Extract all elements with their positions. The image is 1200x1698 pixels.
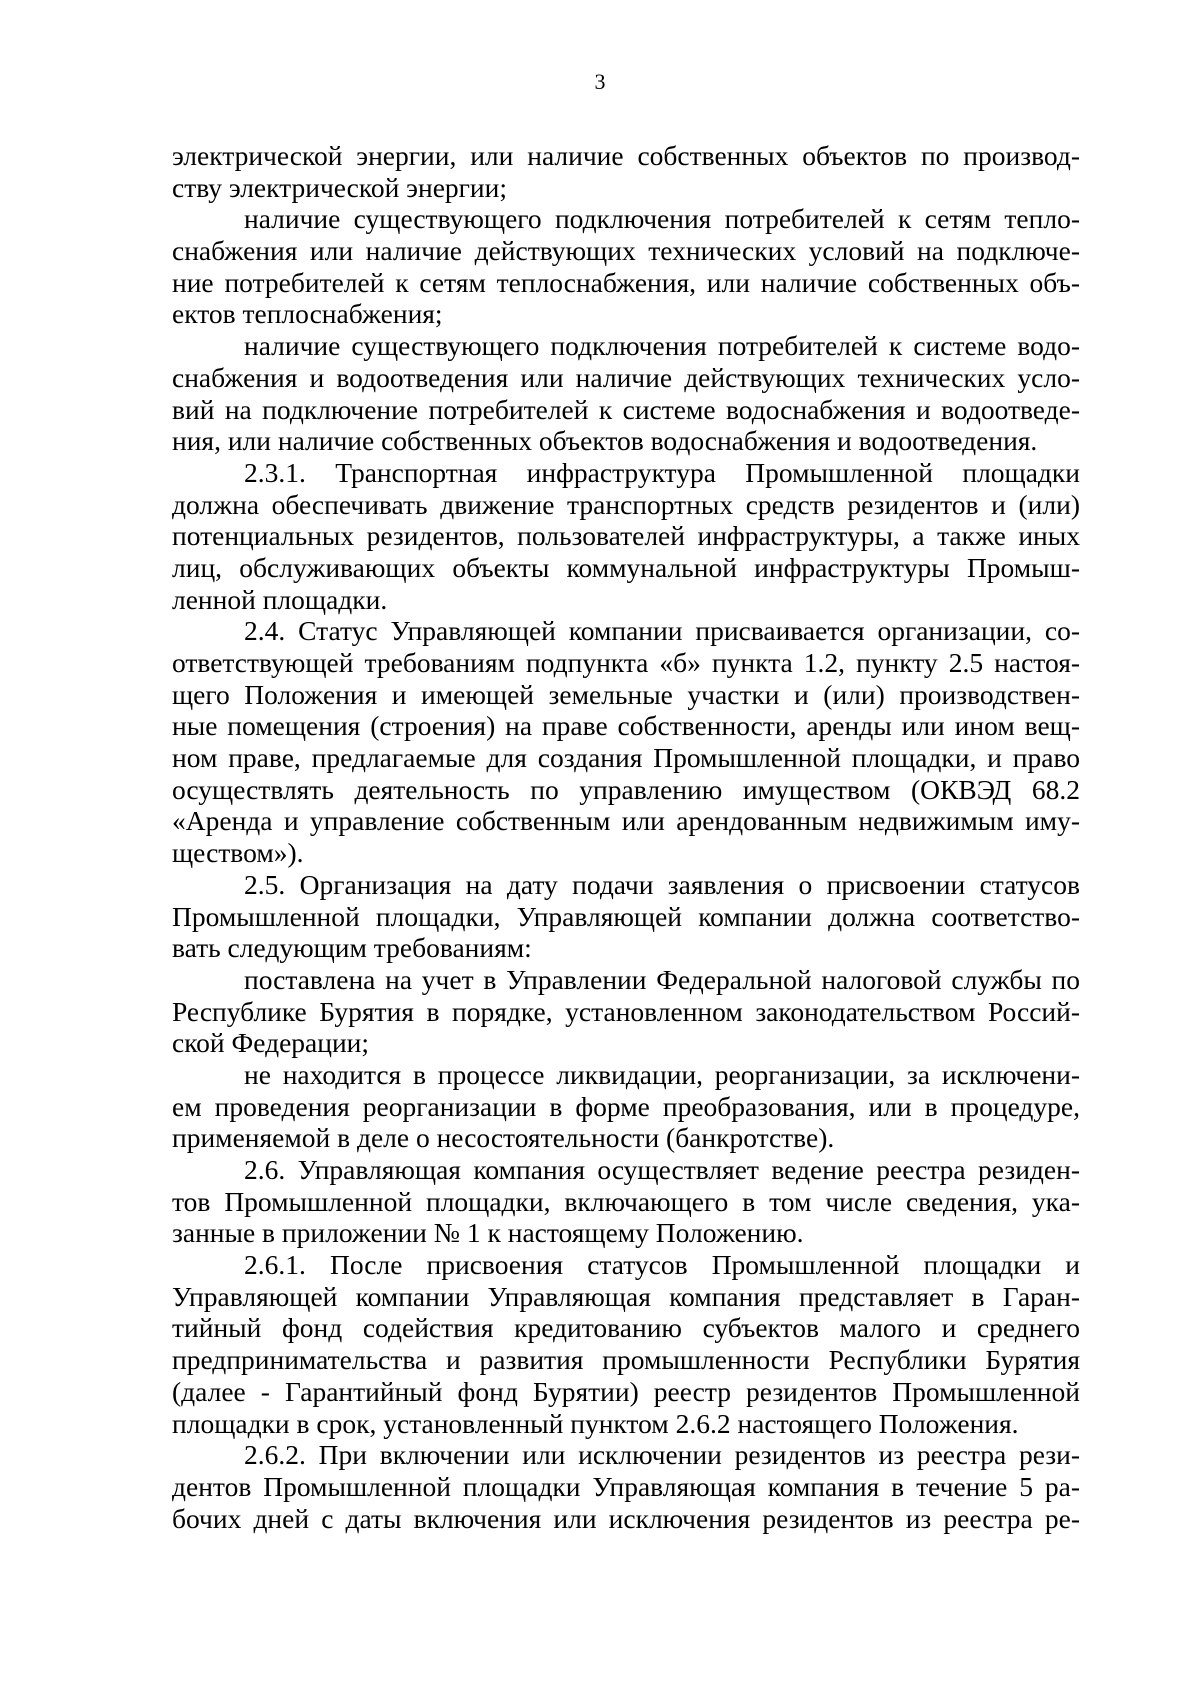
text-line: 2.6.1. После присвоения статусов Промышленной площадки и — [244, 1249, 1080, 1281]
text-line: предпринимательства и развития промышленности Республики Бурятия — [172, 1344, 1080, 1376]
text-line: ектов теплоснабжения; — [172, 298, 443, 330]
text-line: вий на подключение потребителей к системе водоснабжения и водоотведе- — [172, 393, 1080, 425]
text-line: ние потребителей к сетям теплоснабжения, или наличие собственных объ- — [172, 266, 1080, 298]
text-line: бочих дней с даты включения или исключения резидентов из реестра ре- — [172, 1502, 1080, 1534]
text-line: 2.6.2. При включении или исключении резидентов из реестра рези- — [244, 1439, 1080, 1471]
text-line: 2.6. Управляющая компания осуществляет ведение реестра резиден- — [244, 1154, 1080, 1185]
text-line: снабжения и водоотведения или наличие действующих технических усло- — [172, 361, 1080, 393]
text-line: наличие существующего подключения потребителей к сетям тепло- — [244, 203, 1080, 235]
text-line: 2.5. Организация на дату подачи заявления о присвоении статусов — [244, 868, 1080, 900]
text-line: ния, или наличие собственных объектов водоснабжения и водоотведения. — [172, 425, 1038, 457]
text-line: не находится в процессе ликвидации, реорганизации, за исключени- — [244, 1058, 1080, 1090]
text-line: ству электрической энергии; — [172, 171, 508, 203]
text-line: 2.3.1. Транспортная инфраструктура Промышленной площадки — [244, 456, 1080, 488]
text-line: применяемой в деле о несостоятельности (банкротстве). — [172, 1122, 835, 1154]
text-line: Республике Бурятия в порядке, установленном законодательством Россий- — [172, 995, 1080, 1027]
text-line: «Аренда и управление собственным или арендованным недвижимым иму- — [172, 805, 1080, 837]
text-line: должна обеспечивать движение транспортных средств резидентов и (или) — [172, 488, 1080, 520]
text-line: щего Положения и имеющей земельные участки и (или) производствен- — [172, 678, 1080, 710]
text-line: ответствующей требованиям подпункта «б» пункта 1.2, пункту 2.5 настоя- — [172, 647, 1080, 678]
text-line: лиц, обслуживающих объекты коммунальной инфраструктуры Промыш- — [172, 551, 1080, 583]
text-line: потенциальных резидентов, пользователей инфраструктуры, а также иных — [172, 520, 1080, 552]
text-line: 2.4. Статус Управляющей компании присваивается организации, со- — [244, 615, 1080, 647]
text-line: (далее - Гарантийный фонд Бурятии) реестр резидентов Промышленной — [172, 1375, 1080, 1407]
text-line: Управляющей компании Управляющая компания представляет в Гаран- — [172, 1280, 1080, 1312]
text-line: электрической энергии, или наличие собственных объектов по производ- — [172, 140, 1080, 171]
text-line: Промышленной площадки, Управляющей компании должна соответство- — [172, 900, 1080, 932]
text-line: тов Промышленной площадки, включающего в том числе сведения, ука- — [172, 1185, 1080, 1217]
text-line: дентов Промышленной площадки Управляющая компания в течение 5 ра- — [172, 1470, 1080, 1502]
text-line: ем проведения реорганизации в форме преобразования, или в процедуре, — [172, 1090, 1080, 1122]
text-line: поставлена на учет в Управлении Федеральной налоговой службы по — [244, 963, 1080, 995]
text-line: площадки в срок, установленный пунктом 2.6.2 настоящего Положения. — [172, 1407, 1019, 1439]
text-line: вать следующим требованиям: — [172, 932, 532, 964]
document-body — [172, 140, 1080, 1534]
text-line: ществом»). — [172, 837, 304, 869]
text-line: снабжения или наличие действующих технических условий на подключе- — [172, 235, 1080, 267]
page-number: 3 — [594, 69, 606, 94]
text-line: тийный фонд содействия кредитованию субъектов малого и среднего — [172, 1312, 1080, 1344]
text-line: ской Федерации; — [172, 1027, 370, 1059]
text-line: ные помещения (строения) на праве собственности, аренды или ином вещ- — [172, 710, 1080, 742]
text-line: осуществлять деятельность по управлению имуществом (ОКВЭД 68.2 — [172, 773, 1080, 805]
text-line: занные в приложении № 1 к настоящему Положению. — [172, 1217, 804, 1249]
text-line: ном праве, предлагаемые для создания Промышленной площадки, и право — [172, 742, 1080, 774]
text-line: наличие существующего подключения потребителей к системе водо- — [244, 330, 1080, 362]
text-line: ленной площадки. — [172, 583, 388, 615]
